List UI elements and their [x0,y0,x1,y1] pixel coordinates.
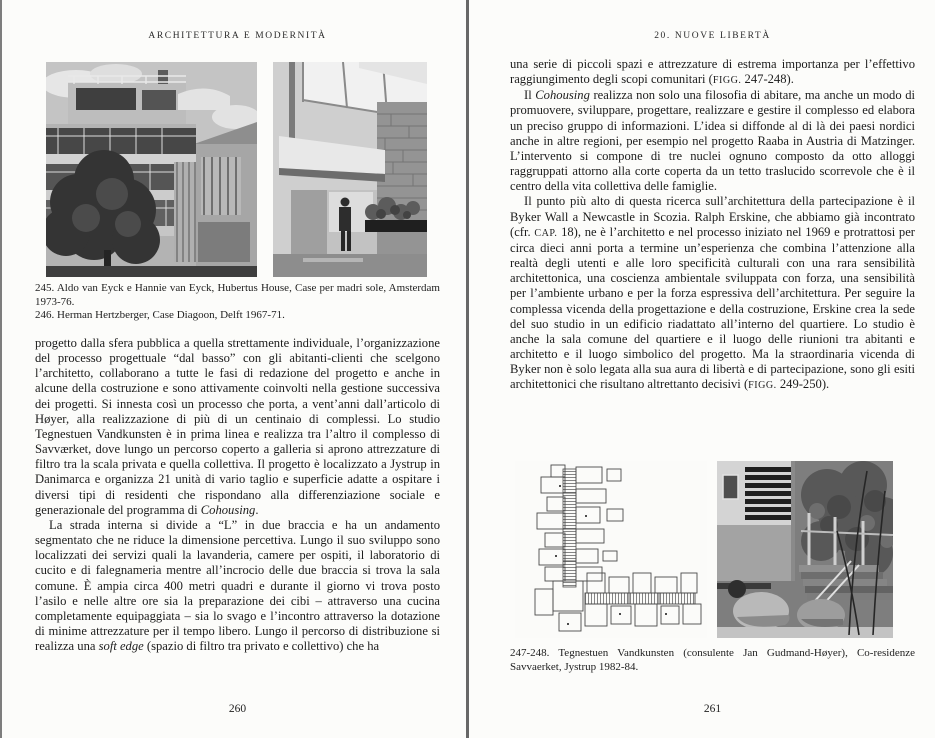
left-captions [35,282,440,323]
left-figure-row [46,62,427,277]
right-figure-row [515,461,893,638]
caption-246: 246. Herman Hertzberger, Case Diagoon, Delft 1967-71. [35,309,285,322]
running-head-right: 20. NUOVE LIBERTÀ [654,31,771,41]
left-page [0,0,467,738]
caption-247-248: 247-248. Tegnestuen Vandkunsten (consulente Jan Gudmand-Høyer), Co-residenze Savvaerket, Jystrup 1982-84. [510,647,915,673]
figure-247-plan [515,461,707,638]
caption-245: 245. Aldo van Eyck e Hannie van Eyck, Hubertus House, Case per madri sole, Amsterdam 1973-76. [35,282,440,308]
page-number-right: 261 [703,703,722,715]
paragraph: progetto dalla sfera pubblica a quella strettamente individuale, l’organizzazione del processo progettuale “dal basso” con gli abitanti-clienti che scelgono l’architetto, collaborano a tutte le fasi di redazione del progetto e anche in alcune della costruzione e sono attivamente coinvolti nella gestione successiva dei progetti. Si innesta così un processo che porta, a vent’anni dall’articolo di Høyer, alla realizzazione di più di un centinaio di complessi. Lo studio Tegnestuen Vandkunsten è in prima linea e realizza tra l’altro il complesso di Savværket, dove lungo un percorso coperto a galleria si aprono attrezzature di filtro tra la scala privata e quella collettiva. Il progetto è localizzato a Jystrup in Danimarca e organizza 21 unità di vario taglio e superficie adatte a ospitare i diversi tipi di residenti che rispondano alla differenziazione sociale e generazionale del programma di Cohousing. [35,336,440,517]
paragraph: Il Cohousing realizza non solo una filosofia di abitare, ma anche un modo di promuovere, sviluppare, progettare, realizzare e gestire il complesso ed elabora un preciso gruppo di informazioni. L’idea si diffonde al di là dei paesi nordici anche in altre regioni, per esempio nel progetto Raaba in Austria di Matzinger. L’intervento si compone di tre nuclei ognuno composto da otto alloggi raggruppati attorno alla corte coperta da un tetto traslucido scorrevole che è il centro della vita collettiva delle famiglie. [510,88,915,194]
right-page [468,0,935,738]
figure-245-photo [46,62,257,277]
paragraph: Il punto più alto di questa ricerca sull’architettura della partecipazione è il Byker Wall a Newcastle in Scozia. Ralph Erskine, che abbiamo già incontrato (cfr. CAP. 18), ne è l’architetto e nel processo iniziato nel 1969 e protrattosi per circa dieci anni porta a termine un’esperienza che combina l’attenzione alla realtà degli utenti e alle loro specificità culturali con una rara sensibilità architettonica, una coscienza ambientale sviluppata con forza, una sensibilità per l’ambiente urbano e per la forza espressiva dell’architettura. Per seguire la complessa vicenda della progettazione e della costruzione, Erskine crea la sede del suo studio in un edificio riadattato all’interno del quartiere. Lo studio è anche la sala comune del quartiere e il luogo delle riunioni tra abitanti e architetto e il luogo simbolico del progetto. Ma la straordinaria vicenda di Byker non è solo legata alla sua aura di libertà e di partecipazione, sono gli esiti architettonici che risultano altrettanto decisivi (FIGG. 249-250). [510,194,916,392]
paragraph: una serie di piccoli spazi e attrezzature di estrema importanza per l’effettivo raggiungimento degli scopi comunitari (FIGG. 247-248). [510,57,915,87]
running-head-left: ARCHITETTURA E MODERNITÀ [148,31,327,41]
right-captions [510,647,915,674]
paragraph: La strada interna si divide a “L” in due braccia e ha un andamento segmentato che ne riduce la dimensione percettiva. Lungo il suo sviluppo sono localizzati dei servizi quali la lavanderia, camere per ospiti, il laboratorio di cucito e di falegnameria mentre all’incrocio delle due braccia si trova la sala comune. È ampia circa 400 metri quadri e durante il giorno vi trova posto l’asilo e nelle altre ore sia la preparazione dei cibi – attraverso una cucina completamente equipaggiata – sia lo svago e l’incontro attraverso la dotazione di minime attrezzature per il tempo libero. Lungo il percorso di distribuzione si realizza una soft edge (spazio di filtro tra privato e collettivo) che ha [35,517,440,654]
right-body-text [510,57,915,393]
left-body-text [35,336,440,654]
page-number-left: 260 [228,703,247,715]
figure-246-photo [273,62,427,277]
figure-248-photo [717,461,893,638]
